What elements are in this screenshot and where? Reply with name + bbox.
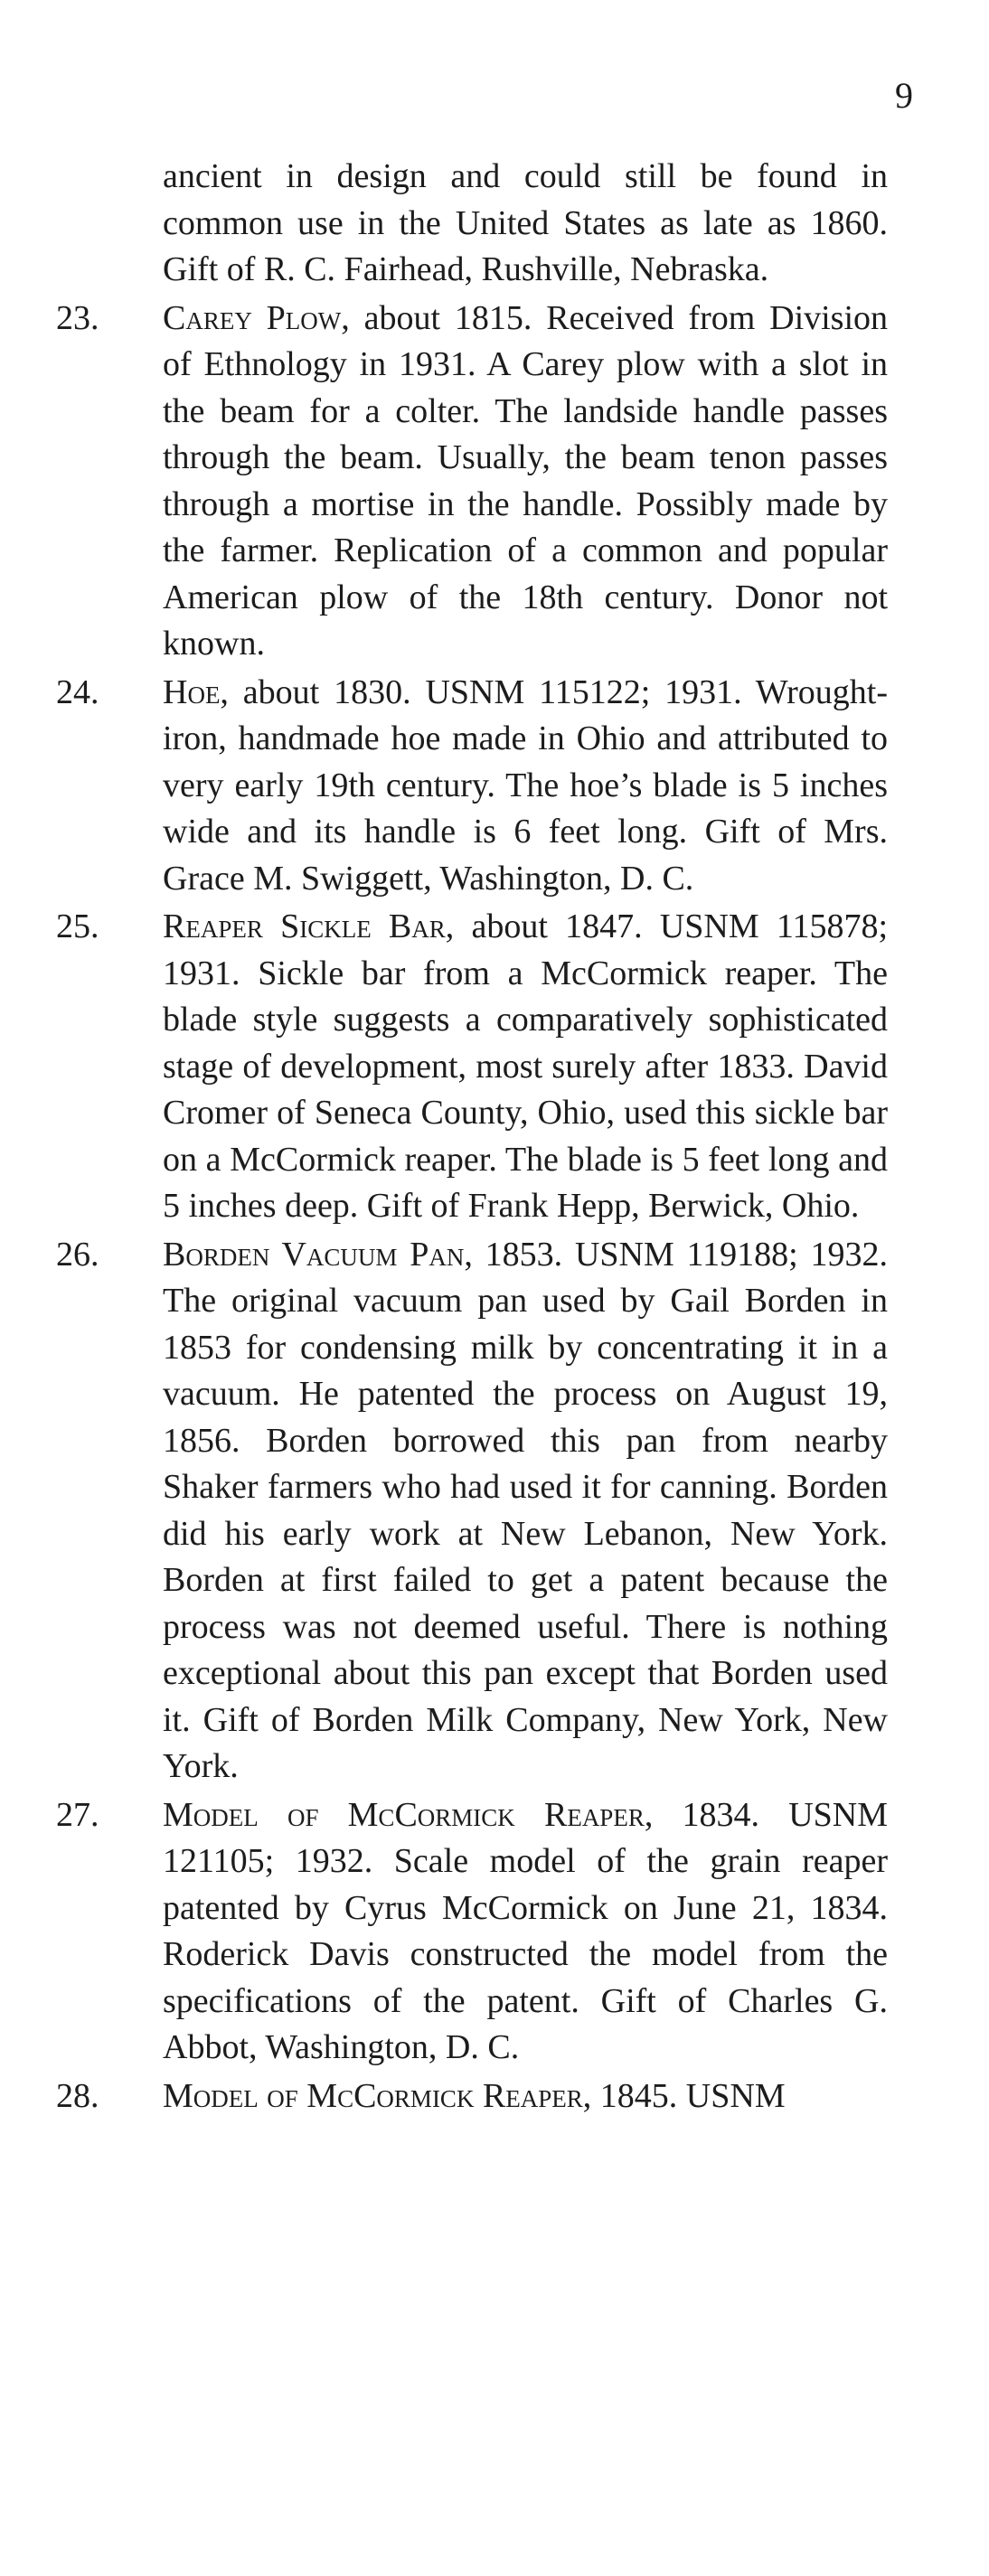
entry-number: 26. <box>56 1235 99 1274</box>
entry-body <box>163 904 888 1230</box>
entry-body <box>163 1232 888 1791</box>
entry-text: 1834. USNM 121105; 1932. Scale model of the grain reaper patented by Cyrus McCormick on June 21, 1834. Roderick Davis constructed the model from the specifications of the patent. Gift of Charles G. Abbot, Washington, D. C. <box>163 1795 889 2066</box>
entry-number: 23. <box>56 298 99 337</box>
entry-title: Model of McCormick Reaper, <box>163 1795 654 1834</box>
entry-body <box>163 2073 888 2120</box>
catalog-entry-27 <box>56 1792 888 2072</box>
entry-body <box>163 1792 888 2072</box>
entry-text: about 1830. USNM 115122; 1931. Wrought-iron, handmade hoe made in Ohio and attributed to very early 19th century. The hoe’s blade is 5 inches wide and its handle is 6 feet long. Gift of Mrs. Grace M. Swiggett, Washington, D. C. <box>163 672 888 898</box>
entry-title: Hoe, <box>163 672 229 711</box>
entry-title: Carey Plow, <box>163 298 350 337</box>
catalog-entry-23 <box>56 296 888 668</box>
entry-text: about 1815. Received from Division of Ethnology in 1931. A Carey plow with a slot in the beam for a colter. The landside handle passes through the beam. Usually, the beam tenon passes through a mortise in the handle. Possibly made by the farmer. Replication of a common and popular American plow of the 18th century. Donor not known. <box>163 298 889 663</box>
entry-body <box>163 296 888 668</box>
entry-number: 25. <box>56 907 99 945</box>
entry-number: 28. <box>56 2076 99 2115</box>
entry-body <box>163 670 888 903</box>
entry-text: 1853. USNM 119188; 1932. The original vacuum pan used by Gail Borden in 1853 for condensing milk by concentrating it in a vacuum. He patented the process on August 19, 1856. Borden borrowed this pan from nearby Shaker farmers who had used it for canning. Borden did his early work at New Lebanon, New York. Borden at first failed to get a patent because the process was not deemed useful. There is nothing exceptional about this pan except that Borden used it. Gift of Borden Milk Company, New York, New York. <box>163 1235 888 1785</box>
entry-title: Borden Vacuum Pan, <box>163 1235 473 1274</box>
entry-number: 27. <box>56 1795 99 1834</box>
catalog-entry-25 <box>56 904 888 1230</box>
catalog-entry-24 <box>56 670 888 903</box>
catalog-entry-28 <box>56 2073 888 2120</box>
catalog-entry-26 <box>56 1232 888 1791</box>
entry-text: about 1847. USNM 115878; 1931. Sickle bar from a McCormick reaper. The blade style suggests a comparatively sophisticated stage of development, most surely after 1833. David Cromer of Seneca County, Ohio, used this sickle bar on a McCormick reaper. The blade is 5 feet long and 5 inches deep. Gift of Frank Hepp, Berwick, Ohio. <box>163 907 889 1225</box>
entry-title: Model of McCormick Reaper, <box>163 2076 592 2115</box>
page-number: 9 <box>895 75 913 116</box>
catalog-text <box>56 154 888 2120</box>
entry-number: 24. <box>56 672 99 711</box>
continued-paragraph: ancient in design and could still be found in common use in the United States as late as 1860. Gift of R. C. Fairhead, Rushville, Nebraska. <box>163 157 888 288</box>
entry-text: 1845. USNM <box>599 2076 786 2115</box>
entry-title: Reaper Sickle Bar, <box>163 907 455 945</box>
